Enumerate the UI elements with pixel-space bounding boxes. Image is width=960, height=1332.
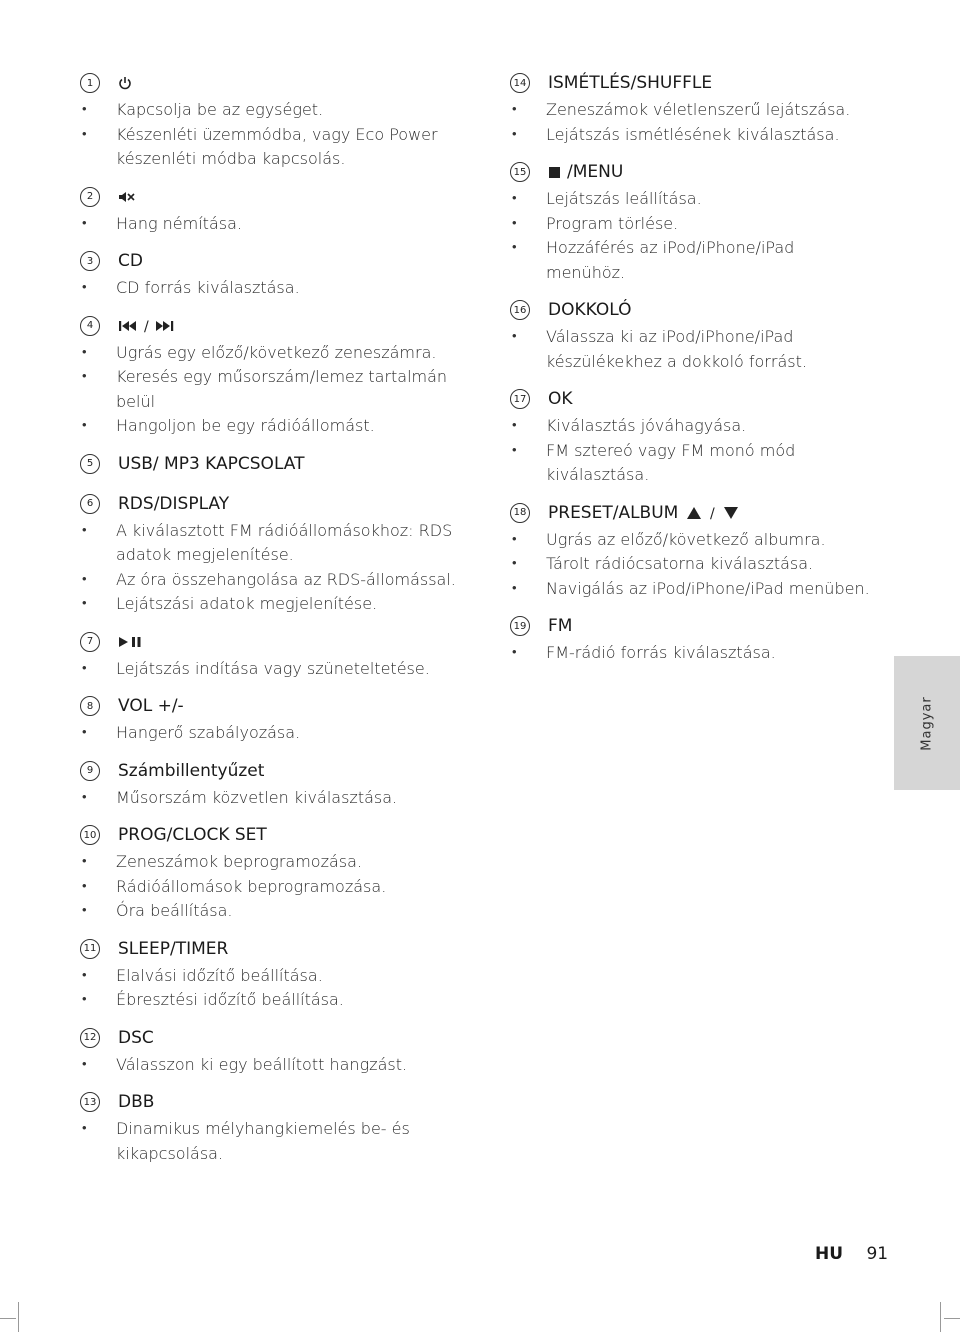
crop-mark	[944, 1318, 960, 1319]
bullet-list	[80, 964, 480, 1013]
bullet-list	[80, 721, 480, 746]
svg-text:/: /	[710, 505, 716, 520]
bullet-list	[80, 519, 480, 617]
control-heading	[510, 68, 870, 98]
control-heading	[510, 498, 870, 528]
control-item-6	[80, 489, 480, 617]
bullet-item: • Készenléti üzemmódba, vagy Eco Power készenléti módba kapcsolás.	[80, 123, 480, 172]
bullet-list	[80, 850, 480, 924]
item-number: 16	[510, 300, 530, 320]
control-heading	[80, 182, 480, 212]
item-number: 15	[510, 162, 530, 182]
control-item-18	[510, 498, 870, 602]
right-column	[510, 68, 870, 676]
bullet-list	[510, 187, 870, 285]
control-heading	[510, 611, 870, 641]
bullet-item: • Zeneszámok beprogramozása.	[80, 850, 480, 875]
bullet-list	[510, 98, 870, 147]
bullet-item: • Tárolt rádiócsatorna kiválasztása.	[510, 552, 870, 577]
play-pause-icon	[118, 635, 148, 649]
bullet-item: • FM sztereó vagy FM monó mód kiválasztása.	[510, 439, 870, 488]
bullet-item: • Dinamikus mélyhangkiemelés be- és kikapcsolása.	[80, 1117, 480, 1166]
bullet-item: • Zeneszámok véletlenszerű lejátszása.	[510, 98, 870, 123]
item-number: 5	[80, 454, 100, 474]
page-footer	[815, 1244, 888, 1264]
mute-icon	[118, 190, 136, 204]
control-heading	[80, 756, 480, 786]
footer-language: HU	[815, 1244, 844, 1264]
page-number: 91	[866, 1244, 889, 1264]
bullet-item: • Hangoljon be egy rádióállomást.	[80, 414, 480, 439]
bullet-list	[80, 341, 480, 439]
bullet-item: • Műsorszám közvetlen kiválasztása.	[80, 786, 480, 811]
control-heading	[510, 295, 870, 325]
bullet-list	[510, 641, 870, 666]
item-number: 17	[510, 389, 530, 409]
control-title: ISMÉTLÉS/SHUFFLE	[548, 73, 713, 93]
control-item-1	[80, 68, 480, 172]
bullet-item: • Lejátszás ismétlésének kiválasztása.	[510, 123, 870, 148]
control-heading	[80, 691, 480, 721]
item-number: 11	[80, 939, 100, 959]
control-title: DBB	[118, 1092, 155, 1112]
bullet-list	[80, 98, 480, 172]
control-item-16	[510, 295, 870, 374]
control-item-2	[80, 182, 480, 237]
item-number: 7	[80, 632, 100, 652]
control-heading	[80, 311, 480, 341]
bullet-item: • Hang némítása.	[80, 212, 480, 237]
bullet-item: • Kiválasztás jóváhagyása.	[510, 414, 870, 439]
bullet-list	[80, 657, 480, 682]
item-number: 2	[80, 187, 100, 207]
item-number: 9	[80, 761, 100, 781]
control-title: SLEEP/TIMER	[118, 938, 229, 959]
bullet-item: • Rádióállomások beprogramozása.	[80, 875, 480, 900]
item-number: 14	[510, 73, 530, 93]
item-number: 6	[80, 494, 100, 514]
control-heading	[80, 1087, 480, 1117]
item-number: 3	[80, 251, 100, 271]
bullet-item: • Kapcsolja be az egységet.	[80, 98, 480, 123]
control-title: RDS/DISPLAY	[118, 493, 230, 514]
svg-text:/: /	[144, 318, 149, 333]
control-heading	[80, 449, 480, 479]
bullet-list	[510, 325, 870, 374]
control-title: USB/ MP3 KAPCSOLAT	[118, 453, 305, 474]
control-heading	[80, 1023, 480, 1053]
bullet-item: • Válasszon ki egy beállított hangzást.	[80, 1053, 480, 1078]
bullet-item: • Lejátszás leállítása.	[510, 187, 870, 212]
control-item-4	[80, 311, 480, 439]
control-title: /MENU	[567, 162, 624, 182]
control-heading	[510, 384, 870, 414]
control-item-7	[80, 627, 480, 682]
stop-icon	[548, 166, 561, 179]
bullet-item: • Az óra összehangolása az RDS-állomással.	[80, 568, 480, 593]
bullet-list	[510, 414, 870, 488]
bullet-item: • A kiválasztott FM rádióállomásokhoz: RDS adatok megjelenítése.	[80, 519, 480, 568]
control-heading	[80, 820, 480, 850]
bullet-item: • Ugrás egy előző/következő zeneszámra.	[80, 341, 480, 366]
bullet-item: • Lejátszás indítása vagy szüneteltetése.	[80, 657, 480, 682]
control-heading	[80, 934, 480, 964]
control-title: FM	[548, 616, 573, 636]
bullet-item: • Ébresztési időzítő beállítása.	[80, 988, 480, 1013]
crop-mark	[18, 1302, 19, 1332]
control-title: Számbillentyűzet	[118, 760, 265, 781]
bullet-item: • Hangerő szabályozása.	[80, 721, 480, 746]
control-item-11	[80, 934, 480, 1013]
control-title: PRESET/ALBUM	[548, 502, 679, 523]
control-item-8	[80, 691, 480, 746]
crop-mark	[0, 1318, 16, 1319]
crop-mark	[940, 1302, 941, 1332]
control-title: VOL +/-	[118, 696, 184, 716]
control-item-5	[80, 449, 480, 479]
control-item-13	[80, 1087, 480, 1166]
control-title: OK	[548, 389, 573, 409]
control-title: DSC	[118, 1027, 154, 1048]
language-tab-label: Magyar	[919, 695, 935, 751]
item-number: 12	[80, 1028, 100, 1048]
prev-next-icon	[118, 319, 176, 333]
control-item-19	[510, 611, 870, 666]
control-item-14	[510, 68, 870, 147]
control-item-3	[80, 246, 480, 301]
control-heading	[80, 246, 480, 276]
bullet-list	[80, 276, 480, 301]
bullet-list	[80, 212, 480, 237]
control-item-15	[510, 157, 870, 285]
control-heading	[80, 627, 480, 657]
bullet-item: • Ugrás az előző/következő albumra.	[510, 528, 870, 553]
bullet-list	[80, 786, 480, 811]
bullet-item: • Lejátszási adatok megjelenítése.	[80, 592, 480, 617]
bullet-item: • Keresés egy műsorszám/lemez tartalmán belül	[80, 365, 480, 414]
bullet-item: • Válassza ki az iPod/iPhone/iPad készülékekhez a dokkoló forrást.	[510, 325, 870, 374]
control-title: DOKKOLÓ	[548, 300, 632, 320]
bullet-item: • Elalvási időzítő beállítása.	[80, 964, 480, 989]
item-number: 8	[80, 696, 100, 716]
bullet-list	[80, 1117, 480, 1166]
control-heading	[80, 68, 480, 98]
item-number: 1	[80, 73, 100, 93]
bullet-list	[80, 1053, 480, 1078]
bullet-list	[510, 528, 870, 602]
item-number: 4	[80, 316, 100, 336]
control-title: CD	[118, 251, 143, 271]
control-heading	[80, 489, 480, 519]
bullet-item: • Program törlése.	[510, 212, 870, 237]
bullet-item: • Óra beállítása.	[80, 899, 480, 924]
bullet-item: • Navigálás az iPod/iPhone/iPad menüben.	[510, 577, 870, 602]
item-number: 13	[80, 1092, 100, 1112]
bullet-item: • CD forrás kiválasztása.	[80, 276, 480, 301]
power-icon	[118, 76, 132, 90]
up-down-icon	[686, 506, 746, 520]
control-item-10	[80, 820, 480, 924]
item-number: 10	[80, 825, 100, 845]
control-heading	[510, 157, 870, 187]
language-tab	[894, 656, 960, 790]
item-number: 19	[510, 616, 530, 636]
bullet-item: • FM-rádió forrás kiválasztása.	[510, 641, 870, 666]
control-title: PROG/CLOCK SET	[118, 825, 267, 845]
control-item-17	[510, 384, 870, 488]
control-item-9	[80, 756, 480, 811]
bullet-item: • Hozzáférés az iPod/iPhone/iPad menühöz.	[510, 236, 870, 285]
left-column	[80, 68, 480, 1176]
item-number: 18	[510, 503, 530, 523]
control-item-12	[80, 1023, 480, 1078]
